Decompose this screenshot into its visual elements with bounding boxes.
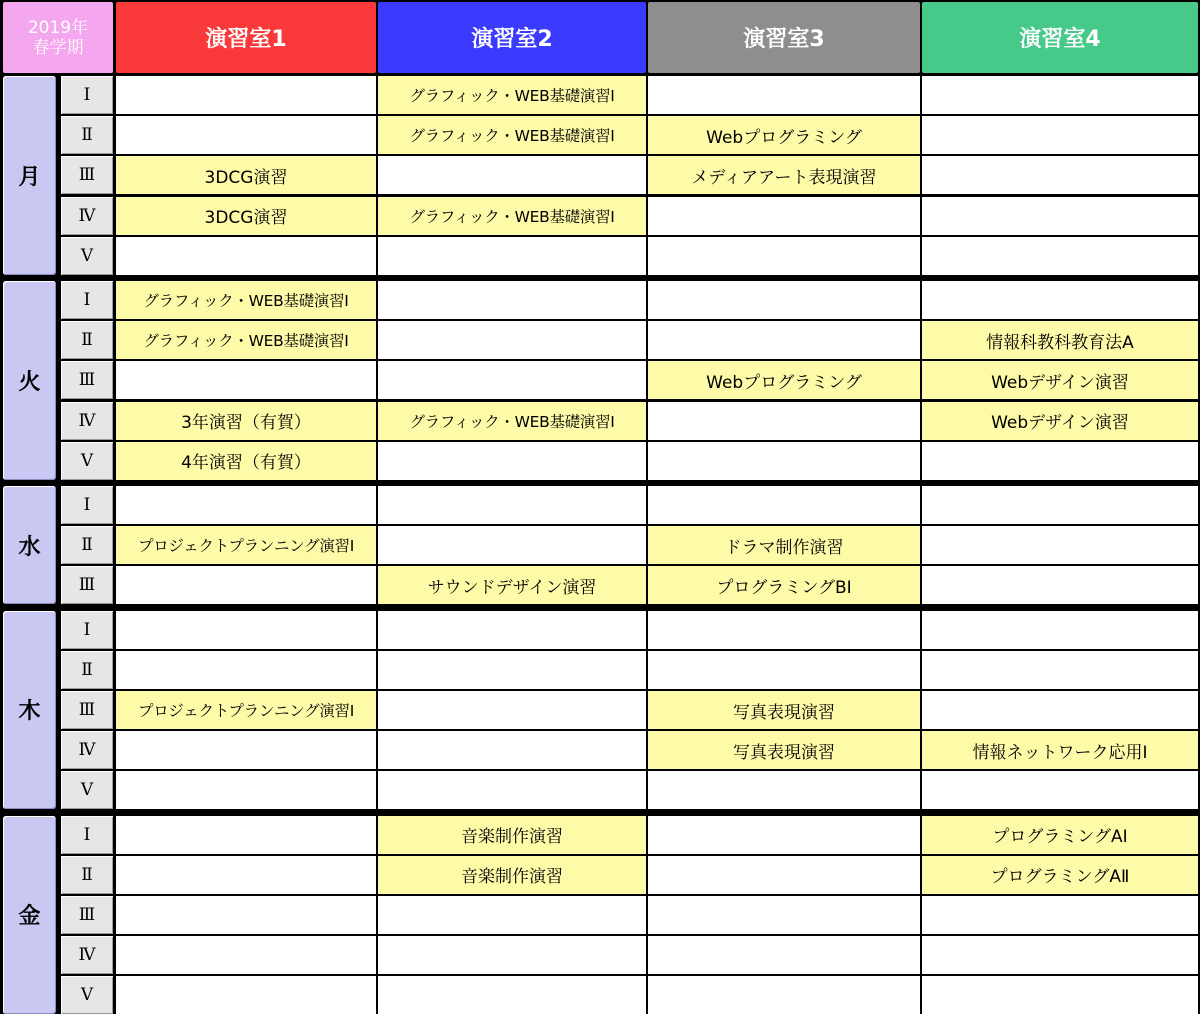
class-slot[interactable] (648, 611, 920, 649)
class-slot[interactable] (378, 976, 646, 1014)
class-slot[interactable] (922, 936, 1198, 974)
class-slot[interactable] (922, 771, 1198, 809)
period-label: Ⅲ (61, 566, 113, 604)
class-slot[interactable] (922, 237, 1198, 275)
class-slot[interactable]: Webプログラミング (648, 116, 920, 154)
class-slot[interactable] (116, 771, 376, 809)
class-slot[interactable] (116, 651, 376, 689)
room-header-1: 演習室1 (116, 2, 376, 73)
class-slot[interactable]: 音楽制作演習 (378, 856, 646, 894)
period-label: Ⅱ (61, 856, 113, 894)
class-slot[interactable]: グラフィック・WEB基礎演習Ⅰ (378, 116, 646, 154)
class-slot[interactable] (922, 116, 1198, 154)
period-label: Ⅱ (61, 651, 113, 689)
class-slot[interactable] (648, 856, 920, 894)
class-slot[interactable] (922, 197, 1198, 235)
day-label-1: 月 (3, 76, 56, 275)
class-slot[interactable] (116, 116, 376, 154)
class-slot[interactable] (116, 731, 376, 769)
class-slot[interactable] (922, 156, 1198, 194)
class-slot[interactable] (116, 896, 376, 934)
class-slot[interactable]: プロジェクトプランニング演習Ⅰ (116, 526, 376, 564)
class-slot[interactable]: グラフィック・WEB基礎演習Ⅰ (116, 281, 376, 319)
class-slot[interactable]: 音楽制作演習 (378, 816, 646, 854)
class-slot[interactable]: 4年演習（有賀） (116, 442, 376, 480)
period-label: Ⅰ (61, 816, 113, 854)
class-slot[interactable] (922, 651, 1198, 689)
class-slot[interactable] (648, 976, 920, 1014)
class-slot[interactable]: 写真表現演習 (648, 691, 920, 729)
class-slot[interactable]: プログラミングBⅠ (648, 566, 920, 604)
class-slot[interactable] (378, 361, 646, 399)
class-slot[interactable]: Webデザイン演習 (922, 361, 1198, 399)
class-slot[interactable] (378, 442, 646, 480)
period-label: Ⅱ (61, 526, 113, 564)
class-slot[interactable] (922, 976, 1198, 1014)
class-slot[interactable] (648, 237, 920, 275)
class-slot[interactable]: グラフィック・WEB基礎演習Ⅰ (116, 321, 376, 359)
class-slot[interactable] (116, 361, 376, 399)
class-slot[interactable]: グラフィック・WEB基礎演習Ⅰ (378, 76, 646, 114)
period-label: Ⅳ (61, 402, 113, 440)
term-season: 春学期 (32, 37, 84, 58)
class-slot[interactable] (648, 771, 920, 809)
period-label: Ⅰ (61, 281, 113, 319)
class-slot[interactable] (116, 237, 376, 275)
period-label: Ⅰ (61, 611, 113, 649)
class-slot[interactable] (378, 731, 646, 769)
period-label: Ⅳ (61, 936, 113, 974)
class-slot[interactable]: 写真表現演習 (648, 731, 920, 769)
period-label: Ⅲ (61, 896, 113, 934)
class-slot[interactable] (922, 281, 1198, 319)
period-label: Ⅴ (61, 771, 113, 809)
class-slot[interactable] (648, 402, 920, 440)
period-label: Ⅲ (61, 156, 113, 194)
class-slot[interactable] (116, 816, 376, 854)
class-slot[interactable] (378, 281, 646, 319)
class-slot[interactable]: グラフィック・WEB基礎演習Ⅰ (378, 402, 646, 440)
class-slot[interactable]: 情報科教科教育法A (922, 321, 1198, 359)
class-slot[interactable] (648, 197, 920, 235)
class-slot[interactable]: Webプログラミング (648, 361, 920, 399)
class-slot[interactable] (378, 771, 646, 809)
class-slot[interactable]: Webデザイン演習 (922, 402, 1198, 440)
class-slot[interactable]: プログラミングAⅠ (922, 816, 1198, 854)
class-slot[interactable]: ドラマ制作演習 (648, 526, 920, 564)
class-slot[interactable] (116, 856, 376, 894)
period-label: Ⅴ (61, 237, 113, 275)
class-slot[interactable]: サウンドデザイン演習 (378, 566, 646, 604)
class-slot[interactable] (648, 486, 920, 524)
class-slot[interactable] (922, 896, 1198, 934)
class-slot[interactable] (116, 486, 376, 524)
class-slot[interactable] (378, 896, 646, 934)
class-slot[interactable] (378, 611, 646, 649)
class-slot[interactable] (378, 526, 646, 564)
class-slot[interactable] (922, 526, 1198, 564)
class-slot[interactable] (378, 237, 646, 275)
class-slot[interactable] (648, 281, 920, 319)
class-slot[interactable] (922, 566, 1198, 604)
period-label: Ⅰ (61, 486, 113, 524)
day-label-2: 火 (3, 281, 56, 480)
room-header-4: 演習室4 (922, 2, 1198, 73)
class-slot[interactable] (648, 816, 920, 854)
period-label: Ⅲ (61, 691, 113, 729)
day-label-5: 金 (3, 816, 56, 1014)
class-slot[interactable] (116, 976, 376, 1014)
day-label-4: 木 (3, 611, 56, 810)
class-slot[interactable] (378, 156, 646, 194)
class-slot[interactable] (378, 486, 646, 524)
term-year: 2019年 (27, 17, 89, 38)
class-slot[interactable]: プログラミングAⅡ (922, 856, 1198, 894)
period-label: Ⅱ (61, 321, 113, 359)
class-slot[interactable]: 3DCG演習 (116, 197, 376, 235)
class-slot[interactable] (648, 651, 920, 689)
class-slot[interactable] (378, 321, 646, 359)
class-slot[interactable] (922, 611, 1198, 649)
class-slot[interactable]: 3年演習（有賀） (116, 402, 376, 440)
class-slot[interactable] (378, 691, 646, 729)
class-slot[interactable] (116, 936, 376, 974)
class-slot[interactable]: プロジェクトプランニング演習Ⅰ (116, 691, 376, 729)
period-label: Ⅳ (61, 731, 113, 769)
class-slot[interactable] (116, 611, 376, 649)
class-slot[interactable] (922, 442, 1198, 480)
class-slot[interactable] (922, 76, 1198, 114)
class-slot[interactable] (648, 896, 920, 934)
day-label-3: 水 (3, 486, 56, 604)
period-label: Ⅲ (61, 361, 113, 399)
class-slot[interactable]: 3DCG演習 (116, 156, 376, 194)
class-slot[interactable] (648, 936, 920, 974)
period-label: Ⅱ (61, 116, 113, 154)
term-label (3, 2, 113, 73)
class-slot[interactable]: メディアアート表現演習 (648, 156, 920, 194)
period-label: Ⅴ (61, 976, 113, 1014)
class-slot[interactable] (922, 691, 1198, 729)
room-header-2: 演習室2 (378, 2, 646, 73)
class-slot[interactable] (116, 566, 376, 604)
class-slot[interactable]: 情報ネットワーク応用Ⅰ (922, 731, 1198, 769)
class-slot[interactable]: グラフィック・WEB基礎演習Ⅰ (378, 197, 646, 235)
class-slot[interactable] (922, 486, 1198, 524)
class-slot[interactable] (648, 321, 920, 359)
room-header-3: 演習室3 (648, 2, 920, 73)
class-slot[interactable] (378, 651, 646, 689)
period-label: Ⅰ (61, 76, 113, 114)
class-slot[interactable] (116, 76, 376, 114)
class-slot[interactable] (378, 936, 646, 974)
class-slot[interactable] (648, 442, 920, 480)
period-label: Ⅴ (61, 442, 113, 480)
class-slot[interactable] (648, 76, 920, 114)
period-label: Ⅳ (61, 197, 113, 235)
